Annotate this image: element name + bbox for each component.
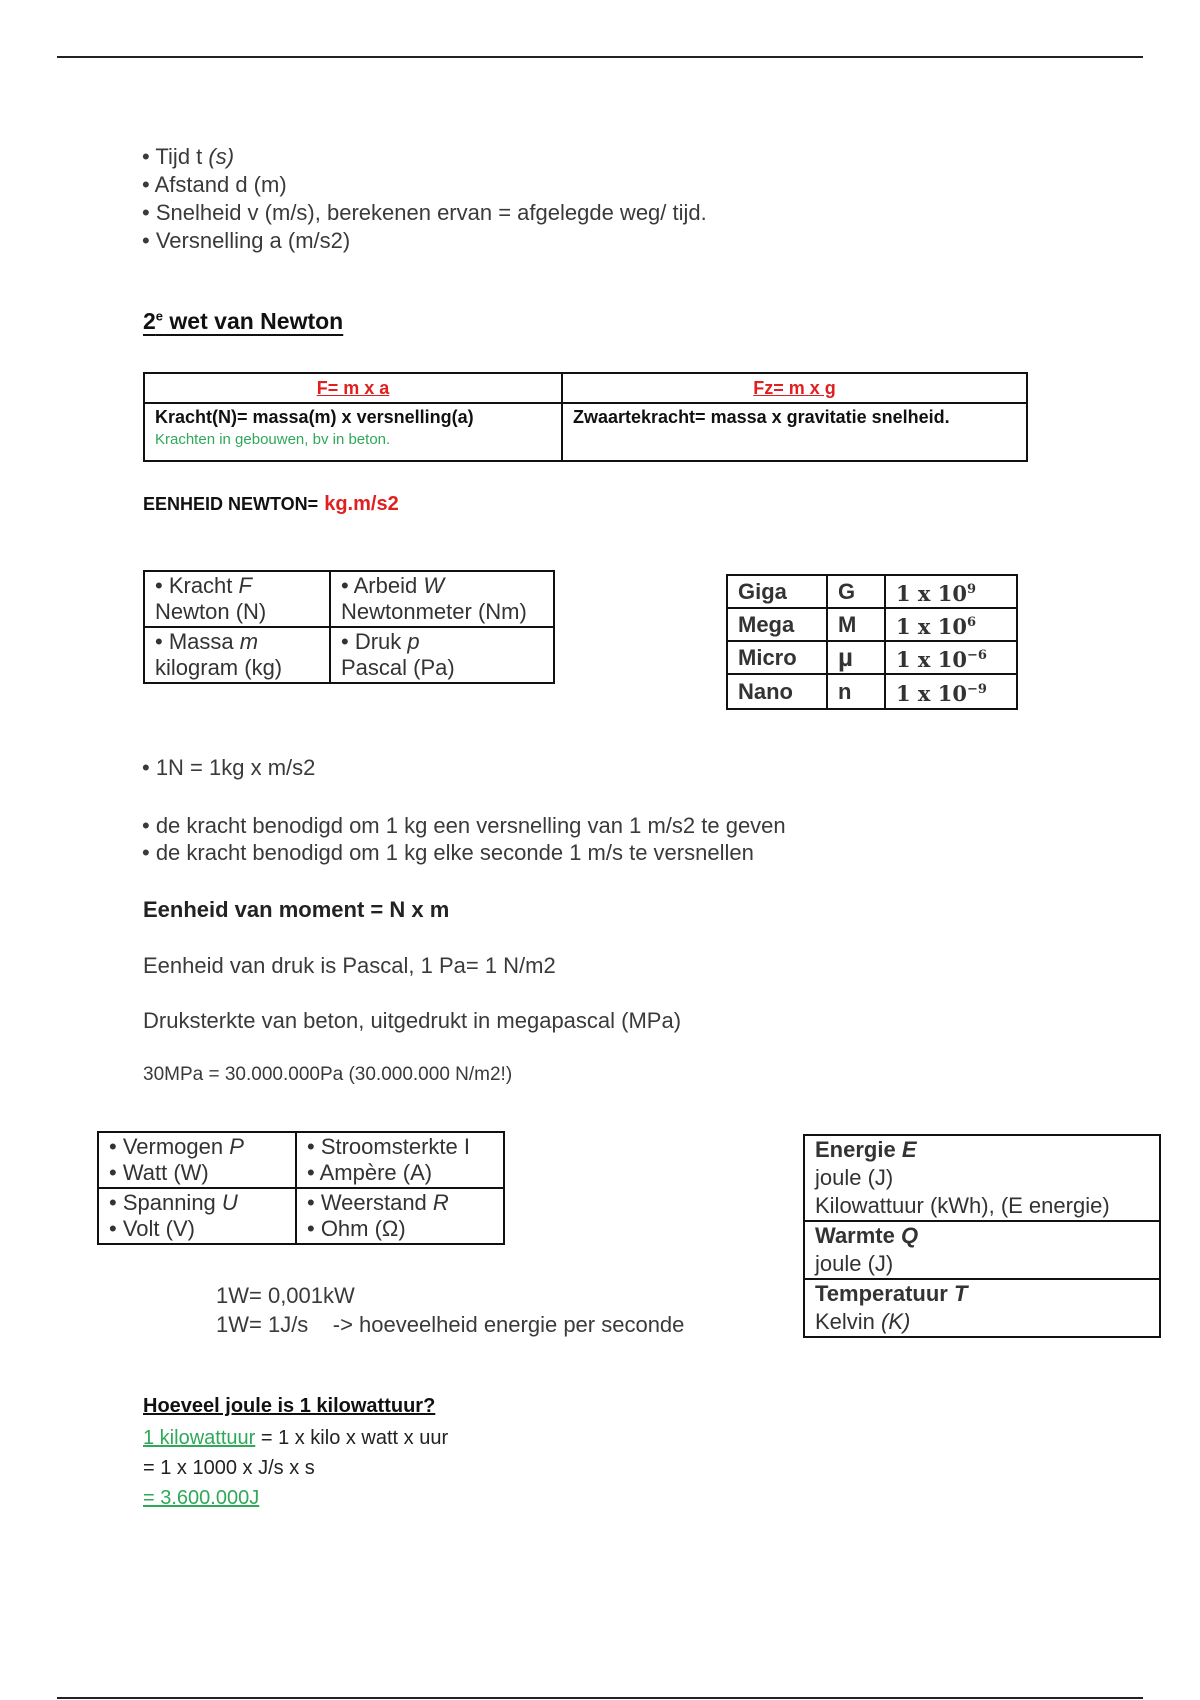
watt-kilowatt: 1W= 0,001kW: [216, 1283, 355, 1308]
table-row: Giga G 1 x $10^9$: [727, 575, 1017, 608]
newton-description-1: • de kracht benodigd om 1 kg een versnelling van 1 m/s2 te geven: [142, 813, 786, 838]
force-note: Krachten in gebouwen, bv in beton.: [155, 431, 391, 448]
section-title: 2e wet van Newton: [143, 308, 344, 334]
newton-definition: • 1N = 1kg x m/s2: [142, 755, 316, 780]
electrical-units-table: [97, 1131, 505, 1245]
unit-cell: • Druk p Pascal (Pa): [330, 627, 554, 683]
formula-force: F= m x a: [144, 373, 562, 403]
table-row: Micro µ 1 x $10^{-6}$: [727, 641, 1017, 674]
list-item: • Tijd t (s): [142, 144, 235, 169]
list-item: • Afstand d (m): [142, 172, 287, 197]
unit-cell: • Arbeid W Newtonmeter (Nm): [330, 571, 554, 627]
unit-cell: • Kracht F Newton (N): [144, 571, 330, 627]
newton-unit: EENHEID NEWTON= kg.m/s2: [143, 493, 399, 515]
unit-cell: • Weerstand R • Ohm (Ω): [296, 1188, 504, 1244]
energy-units-table: [803, 1134, 1161, 1338]
watt-definition: 1W= 1J/s -> hoeveelheid energie per seconde: [216, 1312, 685, 1337]
newton-law-table: [143, 372, 1028, 462]
unit-cell: • Massa m kilogram (kg): [144, 627, 330, 683]
unit-cell: • Spanning U • Volt (V): [98, 1188, 296, 1244]
table-row: Temperatuur T Kelvin (K): [804, 1279, 1160, 1337]
top-rule: [57, 56, 1143, 58]
mpa-conversion: 30MPa = 30.000.000Pa (30.000.000 N/m2!): [143, 1064, 513, 1085]
newton-description-2: • de kracht benodigd om 1 kg elke seconde 1 m/s te versnellen: [142, 840, 754, 865]
table-row: Nano n 1 x $10^{-9}$: [727, 674, 1017, 709]
bottom-rule: [57, 1697, 1143, 1699]
table-row: Warmte Q joule (J): [804, 1221, 1160, 1279]
moment-unit: Eenheid van moment = N x m: [143, 897, 450, 922]
concrete-strength: Druksterkte van beton, uitgedrukt in megapascal (MPa): [143, 1008, 682, 1033]
kwh-line-2: = 1 x 1000 x J/s x s: [143, 1457, 315, 1479]
basic-quantities-list: [142, 143, 707, 255]
force-description: Kracht(N)= massa(m) x versnelling(a) Krachten in gebouwen, bv in beton.: [144, 403, 562, 461]
kwh-line-1: 1 kilowattuur = 1 x kilo x watt x uur: [143, 1427, 449, 1449]
list-item: • Snelheid v (m/s), berekenen ervan = afgelegde weg/ tijd.: [142, 200, 707, 225]
pressure-unit: Eenheid van druk is Pascal, 1 Pa= 1 N/m2: [143, 953, 556, 978]
table-row: Mega M 1 x $10^6$: [727, 608, 1017, 641]
kwh-result: = 3.600.000J: [143, 1487, 260, 1509]
unit-cell: • Stroomsterkte I • Ampère (A): [296, 1132, 504, 1188]
si-prefix-table: [726, 574, 1018, 710]
formula-gravity: Fz= m x g: [562, 373, 1027, 403]
gravity-description: Zwaartekracht= massa x gravitatie snelheid.: [562, 403, 1027, 461]
kwh-question: Hoeveel joule is 1 kilowattuur?: [143, 1395, 436, 1417]
mechanics-units-table: [143, 570, 555, 684]
list-item: • Versnelling a (m/s2): [142, 228, 351, 253]
unit-cell: • Vermogen P • Watt (W): [98, 1132, 296, 1188]
table-row: Energie E joule (J) Kilowattuur (kWh), (E energie): [804, 1135, 1160, 1221]
